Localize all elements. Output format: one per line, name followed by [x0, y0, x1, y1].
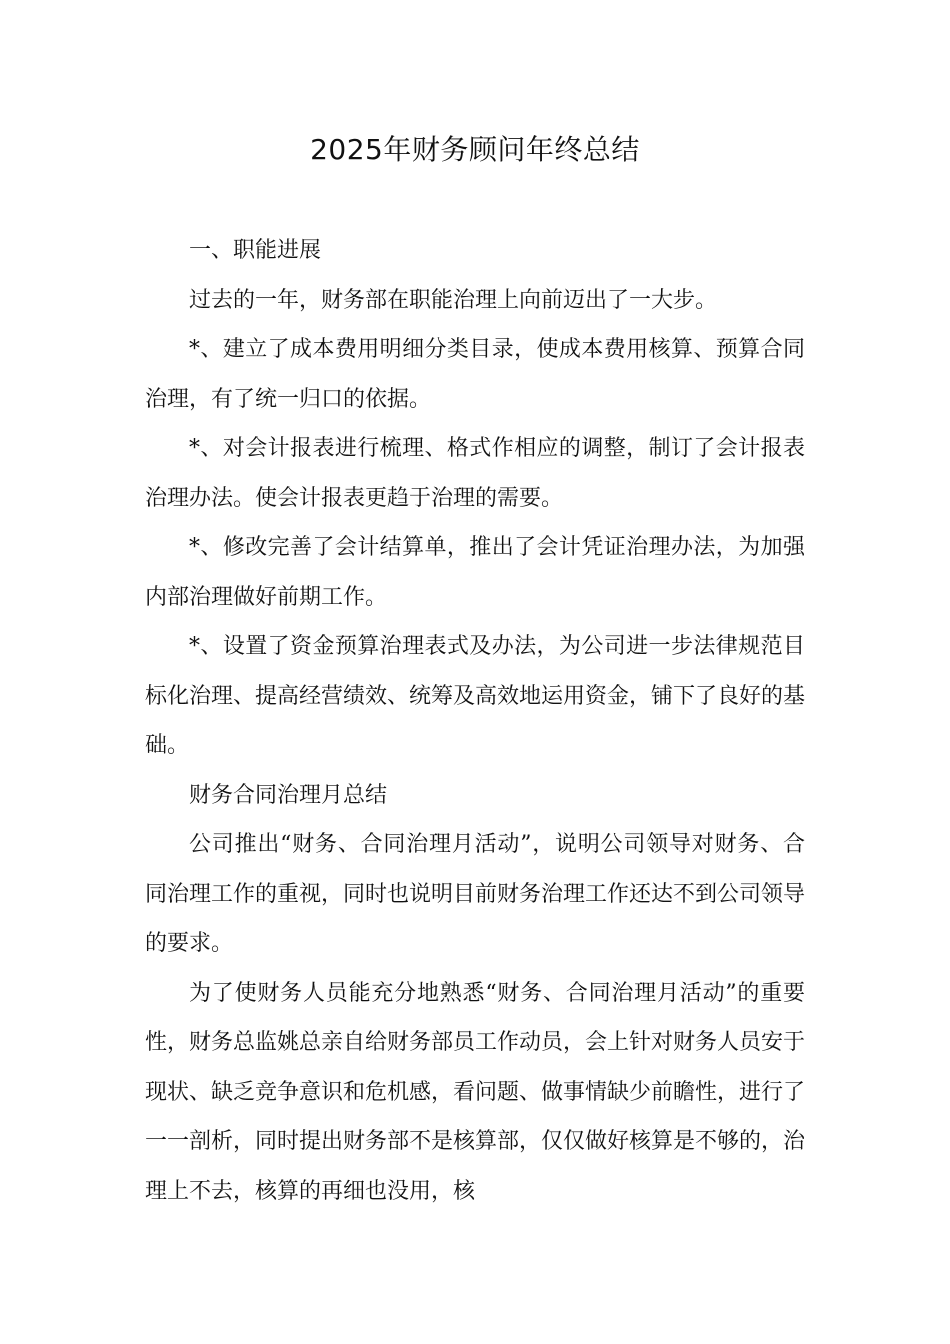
paragraph: 为了使财务人员能充分地熟悉“财务、合同治理月活动”的重要性，财务总监姚总亲自给财务部员工作动员，会上针对财务人员安于现状、缺乏竞争意识和危机感，看问题、做事情缺少前瞻性，进行了一一剖析，同时提出财务部不是核算部，仅仅做好核算是不够的，治理上不去，核算的再细也没用，核 [145, 980, 806, 1204]
list-item: *、建立了成本费用明细分类目录，使成本费用核算、预算合同治理，有了统一归口的依据。 [145, 337, 805, 412]
document-body [145, 226, 805, 1216]
section-heading-functions: 一、职能进展 [189, 238, 322, 263]
list-item: *、对会计报表进行梳理、格式作相应的调整，制订了会计报表治理办法。使会计报表更趋于治理的需要。 [145, 436, 805, 511]
paragraph: 公司推出“财务、合同治理月活动”，说明公司领导对财务、合同治理工作的重视，同时也说明目前财务治理工作还达不到公司领导的要求。 [145, 832, 806, 956]
list-item: *、设置了资金预算治理表式及办法，为公司进一步法律规范目标化治理、提高经营绩效、统筹及高效地运用资金，铺下了良好的基础。 [145, 634, 806, 758]
section-heading-contract-month: 财务合同治理月总结 [189, 782, 388, 808]
list-item: *、修改完善了会计结算单，推出了会计凭证治理办法，为加强内部治理做好前期工作。 [145, 535, 805, 610]
paragraph: 过去的一年，财务部在职能治理上向前迈出了一大步。 [189, 287, 718, 313]
document-title: 2025年财务顾问年终总结 [310, 133, 640, 166]
